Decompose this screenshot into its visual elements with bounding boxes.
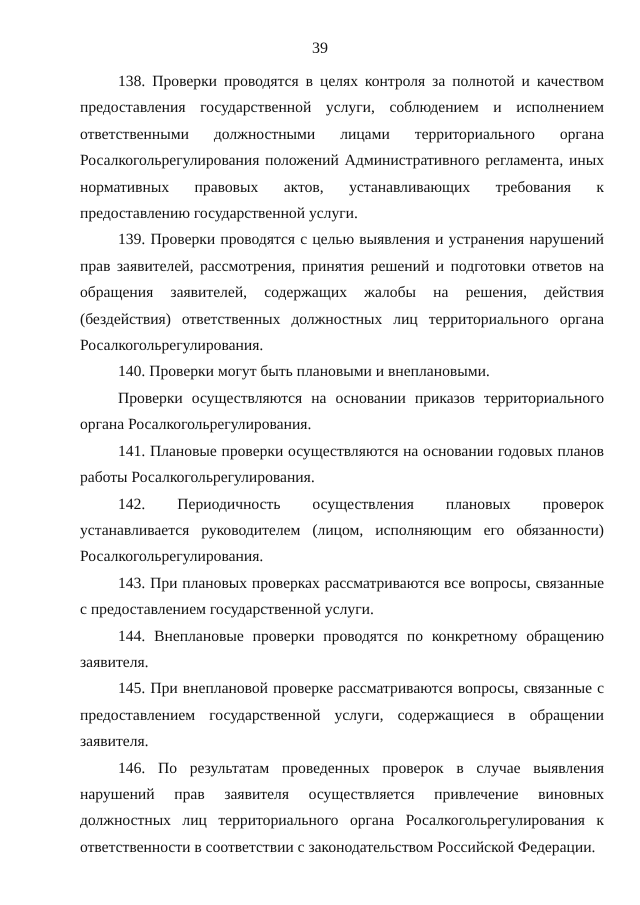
document-body	[80, 69, 604, 861]
paragraph-145: 145. При внеплановой проверке рассматриваются вопросы, связанные с предоставлением государственной услуги, содержащиеся в обращении заявителя.	[80, 680, 604, 751]
paragraph-146: 146. По результатам проведенных проверок в случае выявления нарушений прав заявителя осуществляется привлечение виновных должностных лиц территориального органа Росалкогольрегулирования к ответственности в соответствии с законодательством Российской Федерации.	[80, 759, 604, 856]
paragraph-139: 139. Проверки проводятся с целью выявления и устранения нарушений прав заявителей, рассмотрения, принятия решений и подготовки ответов на обращения заявителей, содержащих жалобы на решения, действия (бездействия) ответственных должностных лиц территориального органа Росалкогольрегулирования.	[80, 231, 604, 355]
paragraph-142: 142. Периодичность осуществления плановых проверок устанавливается руководителем (лицом, исполняющим его обязанности) Росалкогольрегулирования.	[80, 495, 604, 566]
paragraph-141: 141. Плановые проверки осуществляются на основании годовых планов работы Росалкогольрегулирования.	[80, 442, 604, 487]
paragraph-144: 144. Внеплановые проверки проводятся по конкретному обращению заявителя.	[80, 627, 604, 671]
paragraph-140: 140. Проверки могут быть плановыми и внеплановыми.	[118, 363, 490, 381]
paragraph-143: 143. При плановых проверках рассматриваются все вопросы, связанные с предоставлением государственной услуги.	[80, 574, 604, 619]
paragraph-138: 138. Проверки проводятся в целях контроля за полнотой и качеством предоставления государственной услуги, соблюдением и исполнением ответственными должностными лицами территориального органа Росалкогольрегулирования положений Административного регламента, иных нормативных правовых актов, устанавливающих требования к предоставлению государственной услуги.	[80, 73, 604, 223]
paragraph-orders: Проверки осуществляются на основании приказов территориального органа Росалкогольрегулирования.	[80, 389, 604, 434]
page-number: 39	[312, 40, 328, 57]
